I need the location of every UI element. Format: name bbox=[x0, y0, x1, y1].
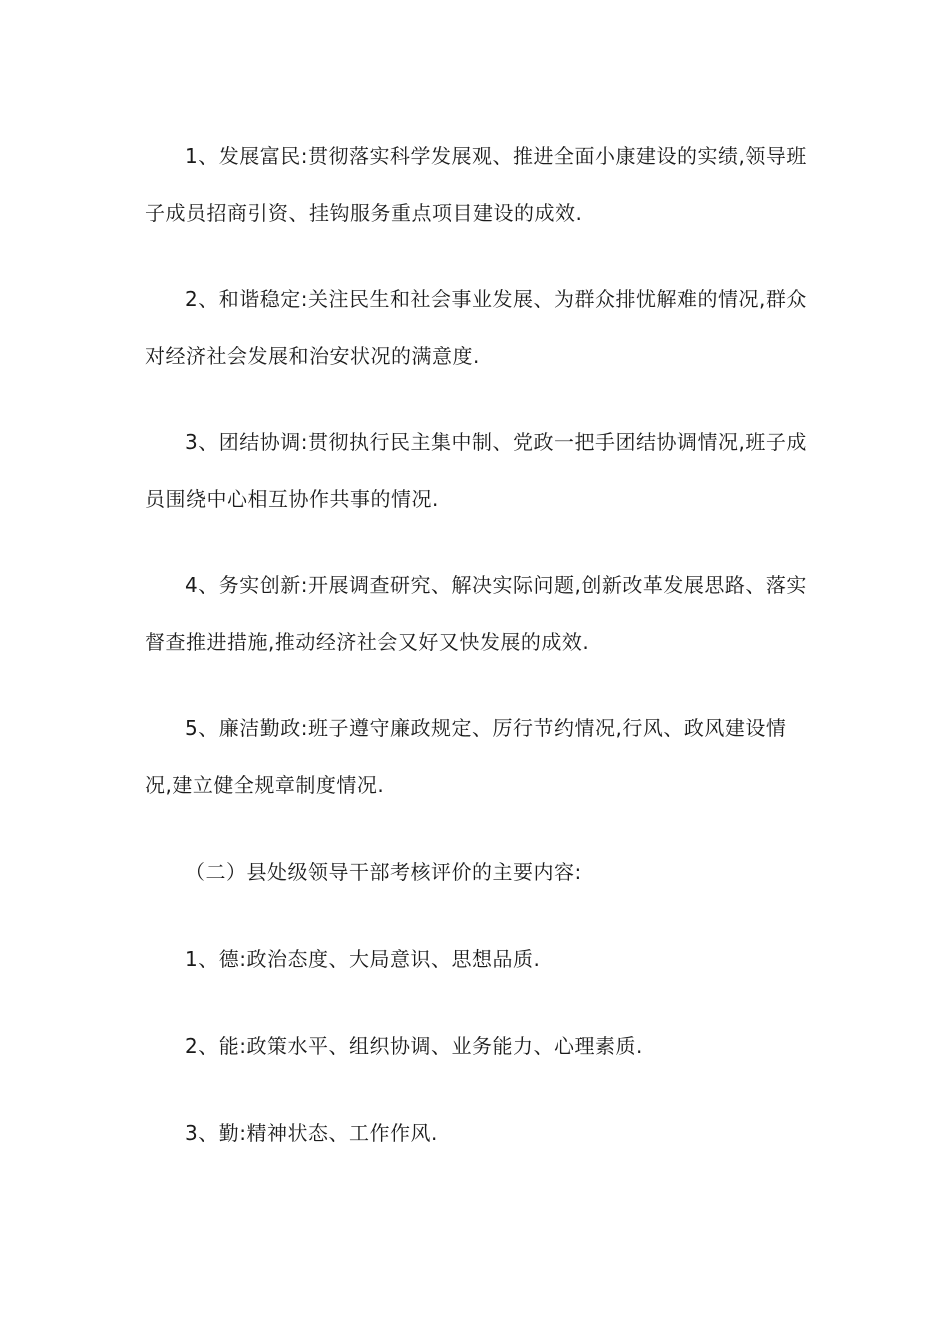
paragraph-diligence: 3、勤:精神状态、工作作风. bbox=[185, 1121, 438, 1145]
paragraph-harmony-stability: 2、和谐稳定:关注民生和社会事业发展、为群众排忧解难的情况,群众对经济社会发展和治安状况的满意度. bbox=[145, 287, 807, 368]
paragraph-virtue: 1、德:政治态度、大局意识、思想品质. bbox=[185, 947, 541, 971]
paragraph-integrity-diligence: 5、廉洁勤政:班子遵守廉政规定、厉行节约情况,行风、政风建设情况,建立健全规章制度情况. bbox=[145, 716, 787, 797]
section-heading-county-cadres: （二）县处级领导干部考核评价的主要内容: bbox=[185, 860, 582, 884]
paragraph-unity-coordination: 3、团结协调:贯彻执行民主集中制、党政一把手团结协调情况,班子成员围绕中心相互协作共事的情况. bbox=[145, 430, 807, 511]
paragraph-ability: 2、能:政策水平、组织协调、业务能力、心理素质. bbox=[185, 1034, 643, 1058]
paragraph-pragmatic-innovation: 4、务实创新:开展调查研究、解决实际问题,创新改革发展思路、落实督查推进措施,推动经济社会又好又快发展的成效. bbox=[145, 573, 807, 654]
paragraph-develop-prosperity: 1、发展富民:贯彻落实科学发展观、推进全面小康建设的实绩,领导班子成员招商引资、挂钩服务重点项目建设的成效. bbox=[145, 144, 807, 225]
